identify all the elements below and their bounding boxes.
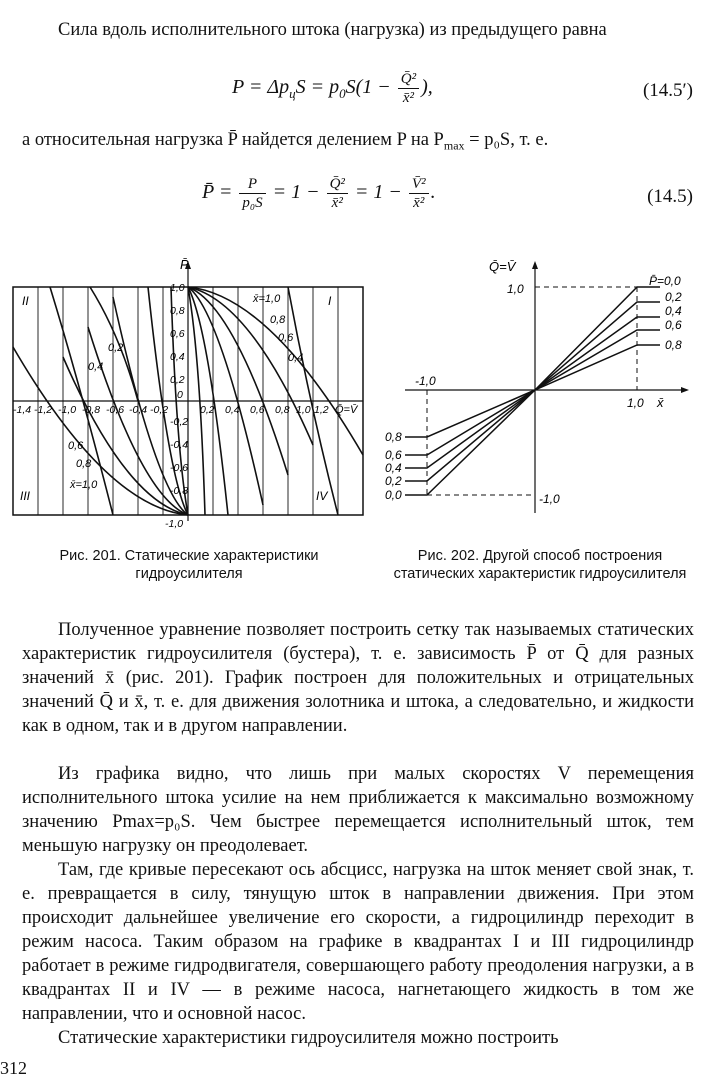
fig202-x-label: x̄	[657, 395, 664, 410]
svg-text:-0,6: -0,6	[170, 462, 189, 474]
fig201-x-ticks	[13, 404, 329, 416]
quadrant-I: I	[328, 294, 332, 308]
svg-text:-0,8: -0,8	[170, 485, 189, 497]
svg-text:0,6: 0,6	[170, 328, 185, 340]
equation-14-5: P̄ = $\frac{P}{\text{p₀S}}$ = 1 − $\frac{\text{Q̄²}}{\text{x̄²}}$ = 1 − $\frac{\text{V̄²}}{\text{x̄²}}$ .	[202, 176, 436, 211]
quadrant-III: III	[20, 489, 31, 503]
svg-text:1,2: 1,2	[314, 404, 329, 416]
svg-text:1,0: 1,0	[170, 282, 185, 294]
fig202-y-tick-top: 1,0	[507, 282, 524, 296]
svg-text:0,2: 0,2	[385, 474, 402, 488]
equation-number-2: (14.5)	[647, 186, 693, 207]
figure-201-chart	[10, 255, 370, 535]
svg-text:-0,6: -0,6	[106, 404, 125, 416]
svg-text:0,4: 0,4	[225, 404, 240, 416]
svg-text:0,8: 0,8	[170, 305, 185, 317]
fig201-x-label: Q̄=V̄	[335, 404, 358, 416]
svg-text:-1,0: -1,0	[58, 404, 77, 416]
svg-text:0,2: 0,2	[200, 404, 215, 416]
svg-text:0,4: 0,4	[385, 461, 402, 475]
quadrant-II: II	[22, 294, 29, 308]
fig202-y-label: Q̄=V̄	[489, 259, 516, 274]
svg-text:0,4: 0,4	[665, 304, 682, 318]
svg-text:0,6: 0,6	[250, 404, 265, 416]
svg-text:0,8: 0,8	[76, 458, 92, 470]
svg-text:P̄=0,0: P̄=0,0	[649, 274, 681, 288]
svg-text:-0,8: -0,8	[82, 404, 101, 416]
svg-text:0,4: 0,4	[170, 351, 185, 363]
intro-paragraph: Сила вдоль исполнительного штока (нагрузка) из предыдущего равна	[58, 20, 607, 40]
equation-number-1: (14.5′)	[642, 80, 693, 101]
svg-text:0,6: 0,6	[385, 448, 402, 462]
svg-text:0,2: 0,2	[665, 290, 682, 304]
svg-text:0,6: 0,6	[68, 440, 84, 452]
figure-202-caption: Рис. 202. Другой способ построения статических характеристик гидроусилителя	[393, 548, 687, 582]
body-paragraph-3: Там, где кривые пересекают ось абсцисс, нагрузка на шток меняет свой знак, т. е. превращается в силу, тянущую шток в направлении движения. При этом происходит дальнейшее увеличение его скорости, а гидроцилиндр переходит в режим насоса. Таким образом на графике в квадрантах I и III гидроцилиндр работает в режиме гидродвигателя, совершающего работу преодоления нагрузки, а в квадрантах II и IV — в режиме насоса, нагнетающего жидкость в том же направлении, что и основной насос.	[22, 860, 694, 1024]
figure-201-caption: Рис. 201. Статические характеристики гидроусилителя	[59, 548, 319, 582]
svg-text:0,2: 0,2	[108, 342, 124, 354]
svg-text:x̄=1,0: x̄=1,0	[70, 479, 98, 491]
svg-text:0,8: 0,8	[665, 338, 682, 352]
svg-text:0,6: 0,6	[665, 318, 682, 332]
equation-14-5-prime: $P = \Delta p_цS = p_0S(1$ − $\frac{\text{Q̄²}}{\text{x̄²}}$ ),	[232, 71, 433, 106]
svg-text:0,8: 0,8	[275, 404, 290, 416]
svg-text:0: 0	[177, 389, 183, 401]
svg-text:1,0: 1,0	[296, 404, 311, 416]
quadrant-IV: IV	[316, 489, 328, 503]
fig201-y-label: P̄	[180, 257, 189, 272]
body-paragraph-4: Статические характеристики гидроусилителя можно построить	[58, 1028, 559, 1048]
svg-text:0,2: 0,2	[170, 374, 185, 386]
paragraph-2: а относительная нагрузка P̄ найдется делением P на $P_{max} = p_0S$, т. е.	[22, 130, 549, 153]
fig202-lines	[405, 287, 660, 495]
body-paragraph-2: Из графика видно, что лишь при малых скоростях V перемещения исполнительного штока усилие на нем приближается к максимально возможному значению Pmax=p₀S. Чем быстрее перемещается исполнительный шток, тем меньшую нагрузку он преодолевает.	[22, 764, 694, 856]
svg-text:-1,0: -1,0	[165, 518, 184, 530]
svg-text:0,8: 0,8	[385, 430, 402, 444]
fig202-x-tick-right: 1,0	[627, 396, 644, 410]
svg-text:0,0: 0,0	[385, 488, 402, 502]
svg-text:0,8: 0,8	[270, 314, 286, 326]
svg-text:-1,2: -1,2	[34, 404, 53, 416]
figure-202-chart	[385, 255, 705, 525]
body-paragraph-1: Полученное уравнение позволяет построить сетку так называемых статических характеристик гидроусилителя (бустера), т. е. зависимость P̄ от Q̄ для разных значений x̄ (рис. 201). График построен для положительных и отрицательных значений Q̄ и x̄, т. е. для движения золотника и штока, а следовательно, и жидкости как в одном, так и в другом направлении.	[22, 620, 694, 736]
fig202-y-tick-bottom: -1,0	[539, 492, 560, 506]
fig202-left-labels	[385, 430, 402, 502]
svg-text:x̄=1,0: x̄=1,0	[253, 293, 281, 305]
svg-text:-0,2: -0,2	[170, 416, 189, 428]
svg-text:-0,4: -0,4	[170, 439, 189, 451]
fig202-right-labels	[649, 274, 682, 352]
svg-text:0,6: 0,6	[278, 332, 294, 344]
page-number: 312	[0, 1058, 27, 1078]
svg-text:-0,4: -0,4	[129, 404, 148, 416]
fig202-x-tick-left: -1,0	[415, 374, 436, 388]
svg-text:0,4: 0,4	[288, 352, 304, 364]
svg-text:0,4: 0,4	[88, 361, 104, 373]
svg-text:-1,4: -1,4	[13, 404, 32, 416]
svg-text:-0,2: -0,2	[150, 404, 169, 416]
